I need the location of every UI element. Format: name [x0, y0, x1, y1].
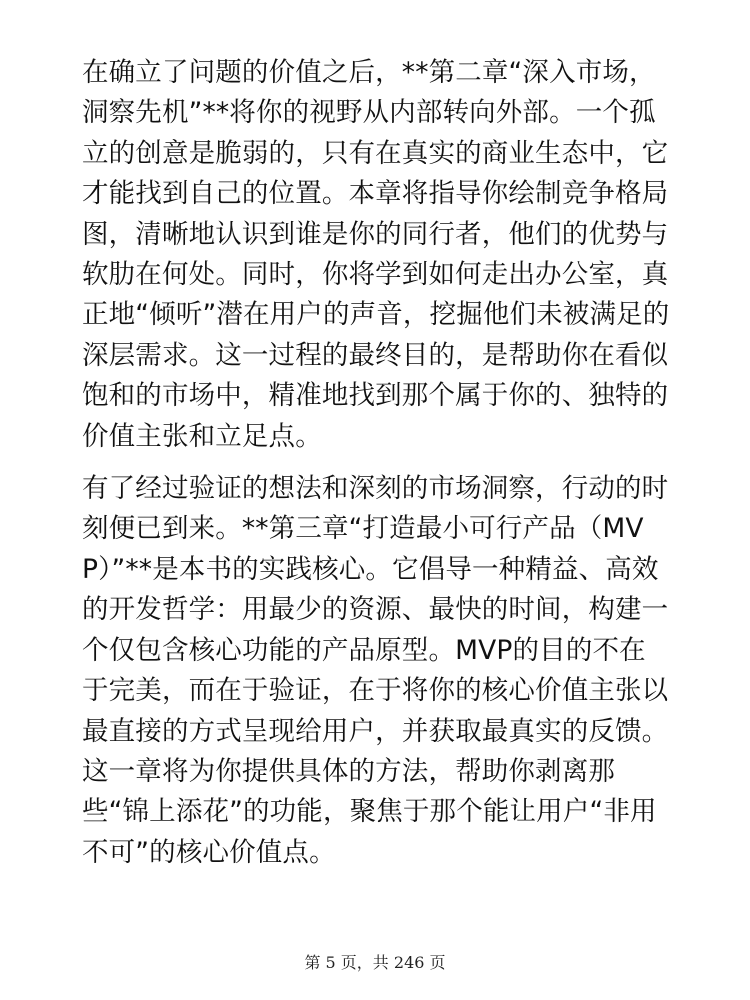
paragraph-chapter-three: 有了经过验证的想法和深刻的市场洞察，行动的时刻便已到来。**第三章“打造最小可行产品（MVP）”**是本书的实践核心。它倡导一种精益、高效的开发哲学：用最少的资源、最快的时间，构建一个仅包含核心功能的产品原型。MVP的目的不在于完美，而在于验证，在于将你的核心价值主张以最直接的方式呈现给用户，并获取最真实的反馈。这一章将为你提供具体的方法，帮助你剥离那些“锦上添花”的功能，聚焦于那个能让用户“非用不可”的核心价值点。 — [82, 473, 669, 868]
page-number-footer: 第 5 页，共 246 页 — [304, 953, 446, 972]
document-body — [82, 53, 672, 873]
paragraph-chapter-two: 在确立了问题的价值之后，**第二章“深入市场，洞察先机”**将你的视野从内部转向外部。一个孤立的创意是脆弱的，只有在真实的商业生态中，它才能找到自己的位置。本章将指导你绘制竞争格局图，清晰地认识到谁是你的同行者，他们的优势与软肋在何处。同时，你将学到如何走出办公室，真正地“倾听”潜在用户的声音，挖掘他们未被满足的深层需求。这一过程的最终目的，是帮助你在看似饱和的市场中，精准地找到那个属于你的、独特的价值主张和立足点。 — [82, 57, 670, 452]
